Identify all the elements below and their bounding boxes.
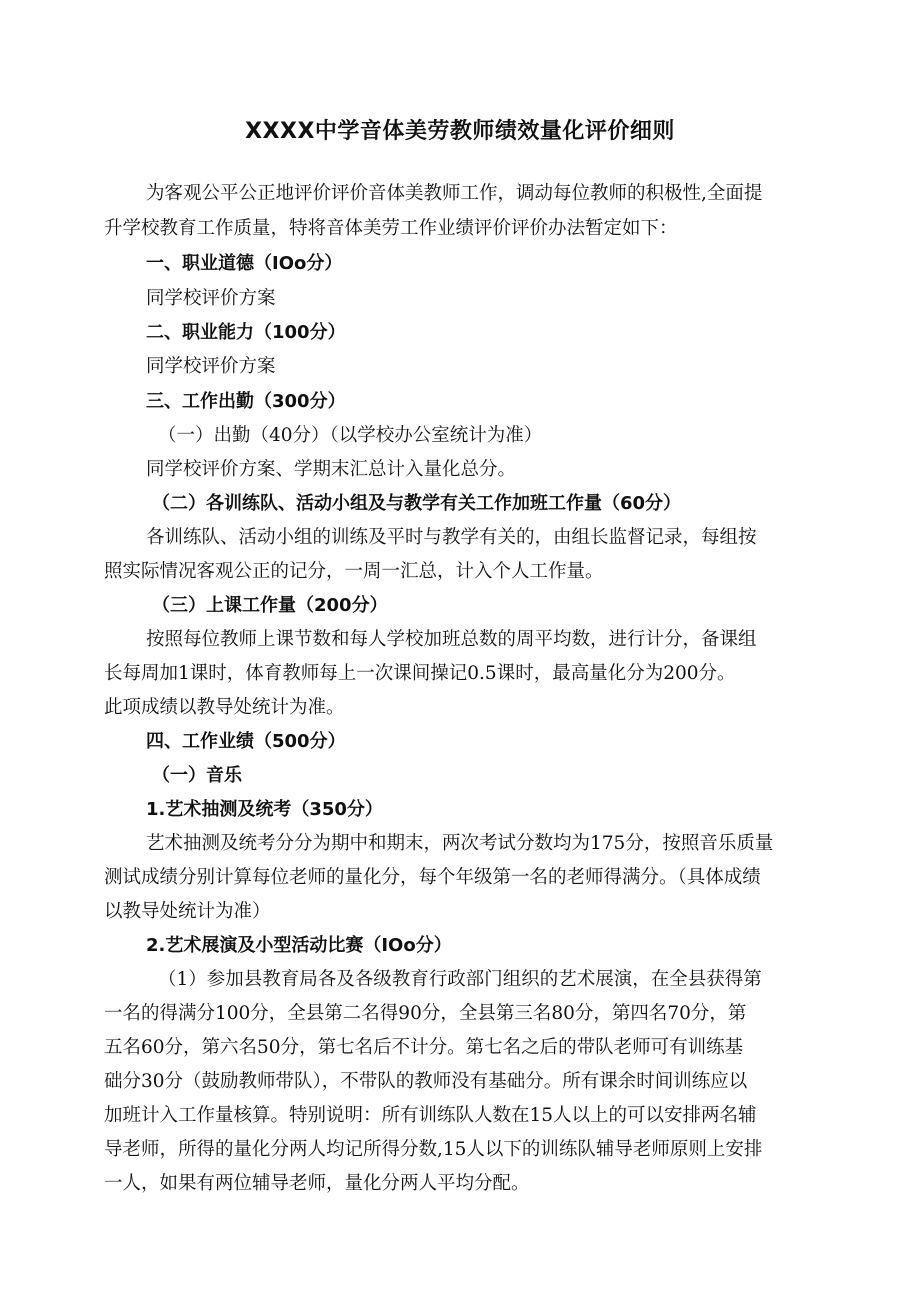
- section-heading-3: 三、工作出勤（300分）: [146, 391, 346, 412]
- paragraph-line: 艺术抽测及统考分分为期中和期末，两次考试分数均为175分，按照音乐质量: [146, 833, 774, 854]
- intro-line-2: 升学校教育工作质量，特将音体美劳工作业绩评价评价办法暂定如下：: [104, 218, 678, 239]
- paragraph-line: （1）参加县教育局各及各级教育行政部门组织的艺术展演，在全县获得第: [158, 969, 762, 990]
- subsection-heading: （二）各训练队、活动小组及与教学有关工作加班工作量（60分）: [152, 493, 682, 514]
- paragraph-line: 同学校评价方案: [146, 356, 276, 377]
- section-heading-2: 二、职业能力（100分）: [146, 322, 346, 343]
- paragraph-line: 一人，如果有两位辅导老师，量化分两人平均分配。: [104, 1173, 530, 1194]
- paragraph-line: 导老师，所得的量化分两人均记所得分数,15人以下的训练队辅导老师原则上安排: [104, 1139, 763, 1160]
- paragraph-line: 加班计入工作量核算。特别说明：所有训练队人数在15人以上的可以安排两名辅: [104, 1105, 757, 1126]
- paragraph-line: 长每周加1课时，体育教师每上一次课间操记0.5课时，最高量化分为200分。: [104, 663, 736, 684]
- paragraph-line: 按照每位教师上课节数和每人学校加班总数的周平均数，进行计分，备课组: [146, 629, 757, 650]
- section-heading-1: 一、职业道德（IOo分）: [146, 253, 343, 274]
- paragraph-line: 此项成绩以教导处统计为准。: [104, 697, 345, 718]
- paragraph-line: 照实际情况客观公正的记分，一周一汇总，计入个人工作量。: [104, 561, 604, 582]
- paragraph-line: 一名的得满分100分，全县第二名得90分，全县第三名80分，第四名70分，第: [104, 1003, 747, 1024]
- subsection-heading: （一）出勤（40分）（以学校办公室统计为准）: [158, 425, 543, 446]
- paragraph-line: 五名60分，第六名50分，第七名后不计分。第七名之后的带队老师可有训练基: [104, 1037, 744, 1058]
- document-title: XXXX中学音体美劳教师绩效量化评价细则: [245, 119, 675, 144]
- paragraph-line: 各训练队、活动小组的训练及平时与教学有关的，由组长监督记录，每组按: [146, 527, 757, 548]
- paragraph-line: 同学校评价方案、学期末汇总计入量化总分。: [146, 459, 517, 480]
- intro-line-1: 为客观公平公正地评价评价音体美教师工作，调动每位教师的积极性,全面提: [146, 183, 763, 204]
- item-heading: 2.艺术展演及小型活动比赛（IOo分）: [146, 935, 452, 956]
- paragraph-line: 础分30分（鼓励教师带队），不带队的教师没有基础分。所有课余时间训练应以: [104, 1071, 748, 1092]
- paragraph-line: 同学校评价方案: [146, 288, 276, 309]
- item-heading: 1.艺术抽测及统考（350分）: [146, 799, 383, 820]
- subsection-heading: （一）音乐: [152, 765, 242, 786]
- subsection-heading: （三）上课工作量（200分）: [152, 595, 388, 616]
- paragraph-line: 以教导处统计为准）: [104, 901, 271, 922]
- paragraph-line: 测试成绩分别计算每位老师的量化分，每个年级第一名的老师得满分。（具体成绩: [104, 867, 761, 888]
- section-heading-4: 四、工作业绩（500分）: [146, 731, 346, 752]
